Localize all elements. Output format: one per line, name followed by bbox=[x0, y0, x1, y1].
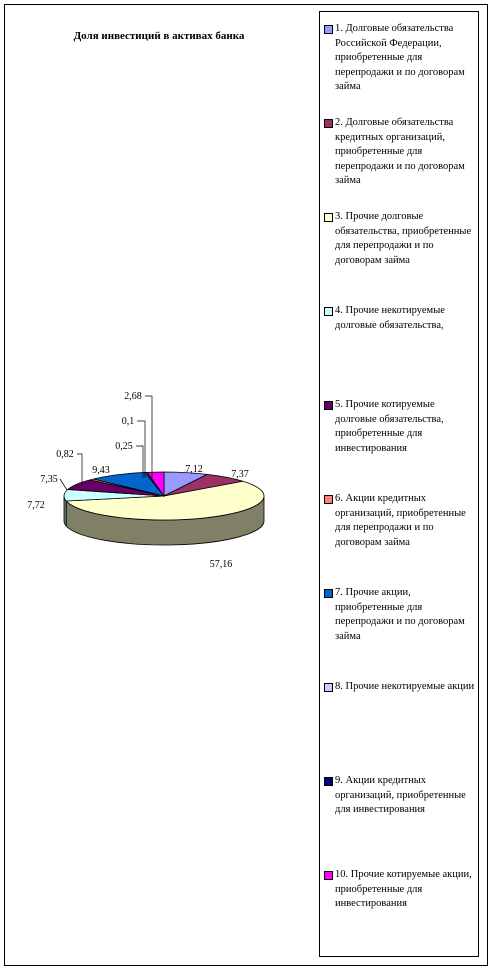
data-label: 0,1 bbox=[121, 416, 135, 427]
legend-label: 3. Прочие долговые обязательства, приобретенные для перепродажи и по договорам займа bbox=[335, 211, 472, 266]
data-label: 7,35 bbox=[40, 474, 58, 485]
legend-item bbox=[324, 398, 476, 456]
data-label: 2,68 bbox=[124, 391, 142, 402]
legend-swatch bbox=[324, 589, 333, 598]
leader-line bbox=[145, 396, 152, 478]
legend-swatch bbox=[324, 307, 333, 316]
legend-swatch bbox=[324, 683, 333, 692]
legend-label: 1. Долговые обязательства Российской Федерации, приобретенные для перепродажи и по договорам займа bbox=[335, 23, 465, 93]
legend-swatch bbox=[324, 871, 333, 880]
data-label: 7,72 bbox=[27, 500, 45, 511]
legend-label: 7. Прочие акции, приобретенные для перепродажи и по договорам займа bbox=[335, 587, 465, 642]
legend-label: 4. Прочие некотируемые долговые обязательства, bbox=[335, 305, 445, 331]
legend-label: 9. Акции кредитных организаций, приобретенные для инвестирования bbox=[335, 775, 466, 816]
data-label: 7,12 bbox=[185, 464, 203, 475]
legend-label: 6. Акции кредитных организаций, приобретенные для перепродажи и по договорам займа bbox=[335, 493, 466, 548]
legend-label: 5. Прочие котируемые долговые обязательства, приобретенные для инвестирования bbox=[335, 399, 444, 454]
legend-item bbox=[324, 586, 476, 644]
legend-item bbox=[324, 22, 476, 95]
legend-item bbox=[324, 210, 476, 268]
legend-label: 8. Прочие некотируемые акции bbox=[335, 681, 475, 692]
legend-swatch bbox=[324, 777, 333, 786]
legend-swatch bbox=[324, 213, 333, 222]
legend-swatch bbox=[324, 495, 333, 504]
data-label: 9,43 bbox=[92, 465, 110, 476]
chart-title: Доля инвестиций в активах банка bbox=[73, 30, 245, 42]
legend-swatch bbox=[324, 401, 333, 410]
legend-item bbox=[324, 492, 476, 550]
legend-swatch bbox=[324, 25, 333, 34]
data-label: 0,82 bbox=[56, 449, 74, 460]
legend-label: 2. Долговые обязательства кредитных организаций, приобретенные для перепродажи и по договорам займа bbox=[335, 117, 465, 187]
chart-legend bbox=[319, 11, 479, 957]
legend-item bbox=[324, 774, 476, 818]
leader-line bbox=[137, 421, 145, 478]
legend-item bbox=[324, 304, 476, 333]
leader-line bbox=[60, 479, 67, 490]
leader-line bbox=[77, 454, 82, 486]
data-label: 57,16 bbox=[209, 559, 233, 570]
legend-swatch bbox=[324, 119, 333, 128]
legend-item bbox=[324, 116, 476, 189]
data-label: 0,25 bbox=[115, 441, 133, 452]
legend-item bbox=[324, 680, 476, 695]
legend-label: 10. Прочие котируемые акции, приобретенные для инвестирования bbox=[335, 869, 472, 910]
legend-item bbox=[324, 868, 476, 912]
data-label: 7,37 bbox=[231, 469, 249, 480]
